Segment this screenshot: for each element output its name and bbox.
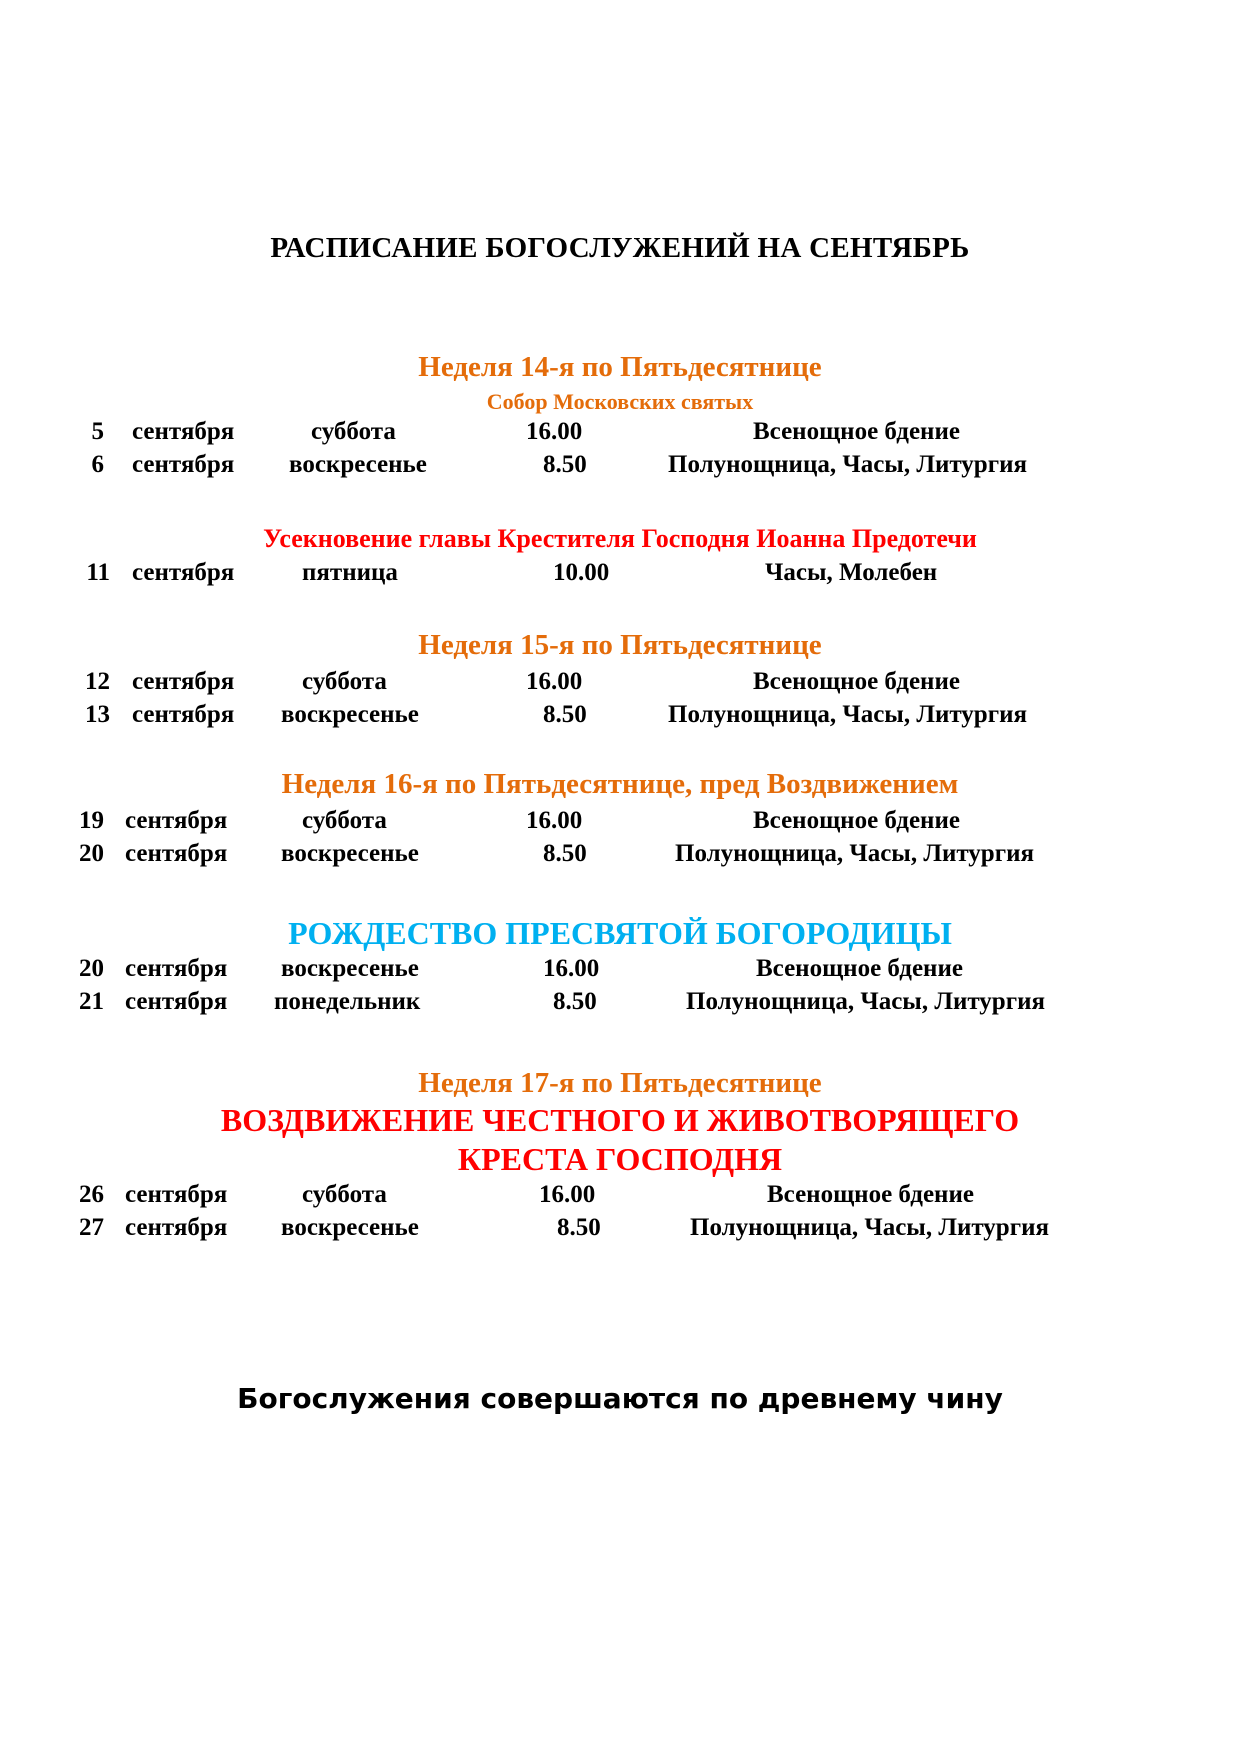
section-4-heading: Неделя 16-я по Пятьдесятнице, пред Воздвижением bbox=[281, 768, 959, 800]
row-time: 16.00 bbox=[526, 668, 583, 695]
footer-note: Богослужения совершаются по древнему чину bbox=[237, 1382, 1003, 1415]
row-month: сентября bbox=[132, 418, 235, 445]
row-day: 27 bbox=[79, 1214, 104, 1241]
row-day: 20 bbox=[79, 840, 104, 867]
row-service: Полунощница, Часы, Литургия bbox=[668, 451, 1027, 478]
row-month: сентября bbox=[132, 668, 235, 695]
row-day: 19 bbox=[79, 807, 104, 834]
schedule-row bbox=[0, 955, 1240, 987]
row-day: 26 bbox=[79, 1181, 104, 1208]
row-service: Всенощное бдение bbox=[756, 955, 963, 982]
row-month: сентября bbox=[125, 840, 228, 867]
schedule-row bbox=[0, 418, 1240, 450]
row-month: сентября bbox=[132, 701, 235, 728]
schedule-row bbox=[0, 451, 1240, 483]
section-1-heading: Неделя 14-я по Пятьдесятнице bbox=[418, 351, 822, 383]
schedule-row bbox=[0, 1214, 1240, 1246]
row-month: сентября bbox=[125, 988, 228, 1015]
section-2-heading: Усекновение главы Крестителя Господня Иоанна Предотечи bbox=[263, 524, 977, 553]
row-weekday: воскресенье bbox=[289, 451, 427, 478]
row-day: 12 bbox=[85, 668, 110, 695]
section-1-subheading: Собор Московских святых bbox=[486, 389, 754, 414]
row-weekday: воскресенье bbox=[281, 701, 419, 728]
row-time: 16.00 bbox=[543, 955, 600, 982]
row-service: Всенощное бдение bbox=[753, 668, 960, 695]
page-title: РАСПИСАНИЕ БОГОСЛУЖЕНИЙ НА СЕНТЯБРЬ bbox=[270, 232, 970, 264]
row-time: 16.00 bbox=[526, 807, 583, 834]
row-day: 20 bbox=[79, 955, 104, 982]
row-time: 8.50 bbox=[543, 701, 587, 728]
row-time: 8.50 bbox=[543, 840, 587, 867]
row-month: сентября bbox=[125, 955, 228, 982]
row-day: 11 bbox=[86, 559, 110, 586]
row-weekday: воскресенье bbox=[281, 955, 419, 982]
row-weekday: суббота bbox=[302, 807, 387, 834]
row-month: сентября bbox=[125, 807, 228, 834]
row-weekday: суббота bbox=[311, 418, 396, 445]
section-6-feast-title-line-1: ВОЗДВИЖЕНИЕ ЧЕСТНОГО И ЖИВОТВОРЯЩЕГО bbox=[220, 1102, 1020, 1138]
row-day: 6 bbox=[91, 451, 104, 478]
row-day: 5 bbox=[91, 418, 104, 445]
schedule-row bbox=[0, 668, 1240, 700]
row-service: Всенощное бдение bbox=[767, 1181, 974, 1208]
schedule-row bbox=[0, 701, 1240, 733]
row-weekday: воскресенье bbox=[281, 840, 419, 867]
row-service: Полунощница, Часы, Литургия bbox=[686, 988, 1045, 1015]
section-3-heading: Неделя 15-я по Пятьдесятнице bbox=[418, 629, 822, 661]
schedule-row bbox=[0, 807, 1240, 839]
row-month: сентября bbox=[125, 1214, 228, 1241]
row-service: Всенощное бдение bbox=[753, 418, 960, 445]
row-weekday: суббота bbox=[302, 668, 387, 695]
row-month: сентября bbox=[132, 559, 235, 586]
row-weekday: воскресенье bbox=[281, 1214, 419, 1241]
row-service: Полунощница, Часы, Литургия bbox=[690, 1214, 1049, 1241]
row-day: 13 bbox=[85, 701, 110, 728]
schedule-row bbox=[0, 559, 1240, 591]
section-5-heading: РОЖДЕСТВО ПРЕСВЯТОЙ БОГОРОДИЦЫ bbox=[288, 915, 952, 951]
row-time: 8.50 bbox=[553, 988, 597, 1015]
row-service: Полунощница, Часы, Литургия bbox=[675, 840, 1034, 867]
row-month: сентября bbox=[132, 451, 235, 478]
row-service: Полунощница, Часы, Литургия bbox=[668, 701, 1027, 728]
section-6-feast-title-line-2: КРЕСТА ГОСПОДНЯ bbox=[457, 1141, 783, 1177]
row-day: 21 bbox=[79, 988, 104, 1015]
row-time: 16.00 bbox=[539, 1181, 596, 1208]
row-month: сентября bbox=[125, 1181, 228, 1208]
schedule-row bbox=[0, 1181, 1240, 1213]
row-time: 16.00 bbox=[526, 418, 583, 445]
row-weekday: суббота bbox=[302, 1181, 387, 1208]
row-time: 8.50 bbox=[557, 1214, 601, 1241]
schedule-row bbox=[0, 840, 1240, 872]
row-time: 8.50 bbox=[543, 451, 587, 478]
row-service: Часы, Молебен bbox=[765, 559, 938, 586]
row-weekday: пятница bbox=[302, 559, 398, 586]
row-time: 10.00 bbox=[553, 559, 610, 586]
row-weekday: понедельник bbox=[274, 988, 421, 1015]
schedule-row bbox=[0, 988, 1240, 1020]
row-service: Всенощное бдение bbox=[753, 807, 960, 834]
section-6-heading: Неделя 17-я по Пятьдесятнице bbox=[418, 1067, 822, 1099]
